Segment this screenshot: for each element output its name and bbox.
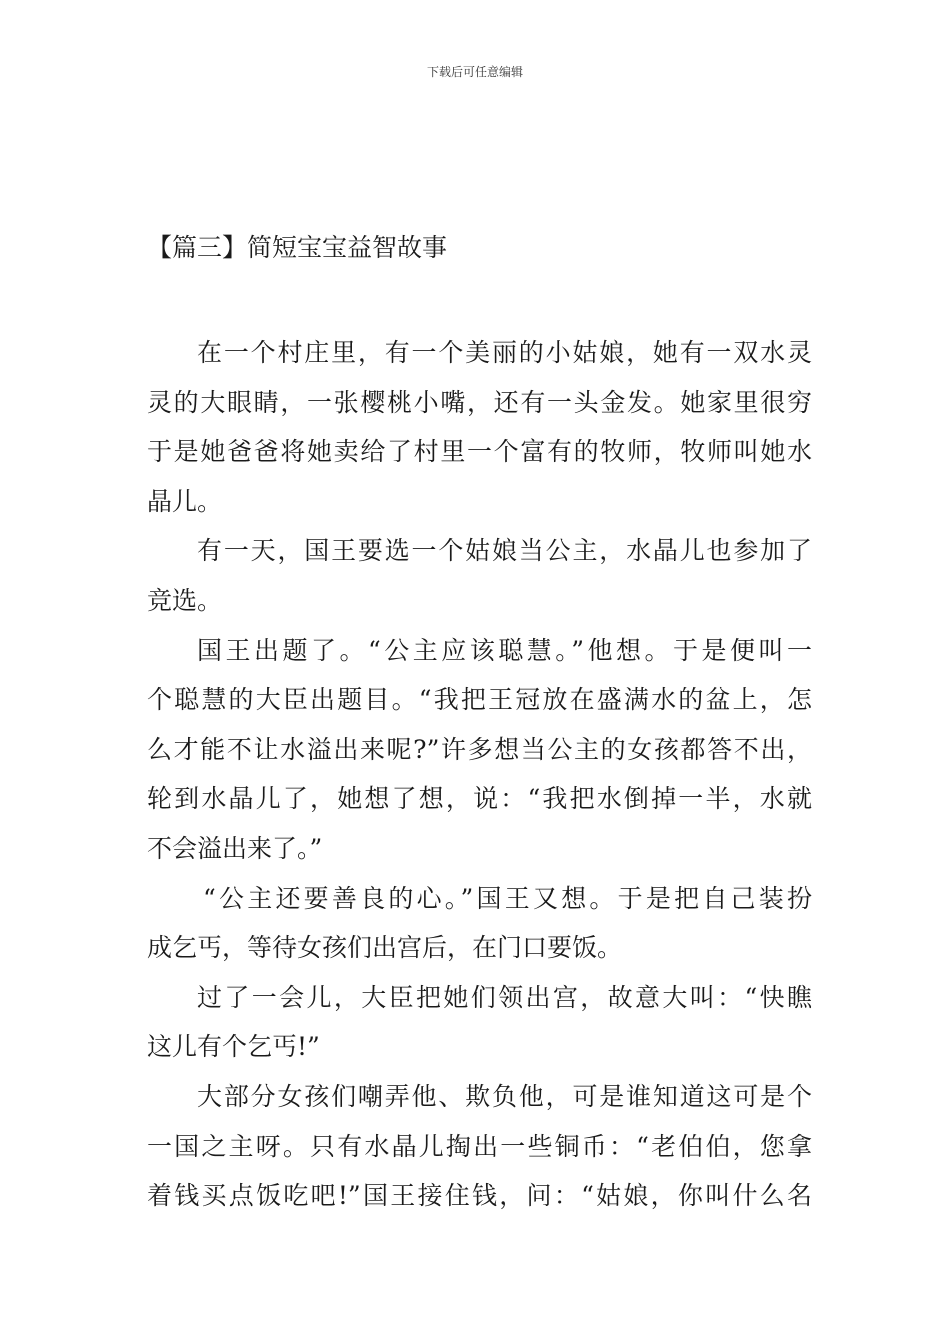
paragraph-line: 这儿有个乞丐!” (147, 1032, 320, 1062)
paragraph-line: 成乞丐，等待女孩们出宫后，在门口要饭。 (147, 933, 623, 963)
paragraph-line: 轮到水晶儿了，她想了想，说：“我把水倒掉一半，水就 (147, 784, 812, 814)
document-title: 【篇三】简短宝宝益智故事 (147, 233, 448, 262)
paragraph-line: 灵的大眼睛，一张樱桃小嘴，还有一头金发。她家里很穷 (147, 387, 812, 417)
paragraph-line: “公主还要善良的心。”国王又想。于是把自己装扮 (203, 883, 812, 913)
paragraph-line: 竞选。 (147, 585, 223, 615)
page-header-note: 下载后可任意编辑 (426, 65, 523, 79)
paragraph-line: 一国之主呀。只有水晶儿掏出一些铜币：“老伯伯，您拿 (147, 1131, 812, 1161)
paragraph-line: 有一天，国王要选一个姑娘当公主，水晶儿也参加了 (197, 536, 812, 566)
paragraph-line: 不会溢出来了。” (147, 833, 323, 863)
paragraph-line: 个聪慧的大臣出题目。“我把王冠放在盛满水的盆上，怎 (147, 685, 812, 715)
paragraph-line: 过了一会儿，大臣把她们领出宫，故意大叫：“快瞧 (197, 982, 812, 1012)
paragraph-line: 国王出题了。“公主应该聪慧。”他想。于是便叫一 (197, 635, 812, 665)
paragraph-line: 晶儿。 (147, 486, 223, 516)
paragraph-line: 于是她爸爸将她卖给了村里一个富有的牧师，牧师叫她水 (147, 437, 812, 467)
paragraph-line: 么才能不让水溢出来呢?”许多想当公主的女孩都答不出， (147, 734, 812, 764)
paragraph-line: 在一个村庄里，有一个美丽的小姑娘，她有一双水灵 (197, 338, 812, 367)
paragraph-line: 着钱买点饭吃吧!”国王接住钱，问：“姑娘，你叫什么名 (147, 1181, 812, 1211)
paragraph-line: 大部分女孩们嘲弄他、欺负他，可是谁知道这可是个 (197, 1081, 812, 1111)
document-body (147, 328, 812, 1221)
